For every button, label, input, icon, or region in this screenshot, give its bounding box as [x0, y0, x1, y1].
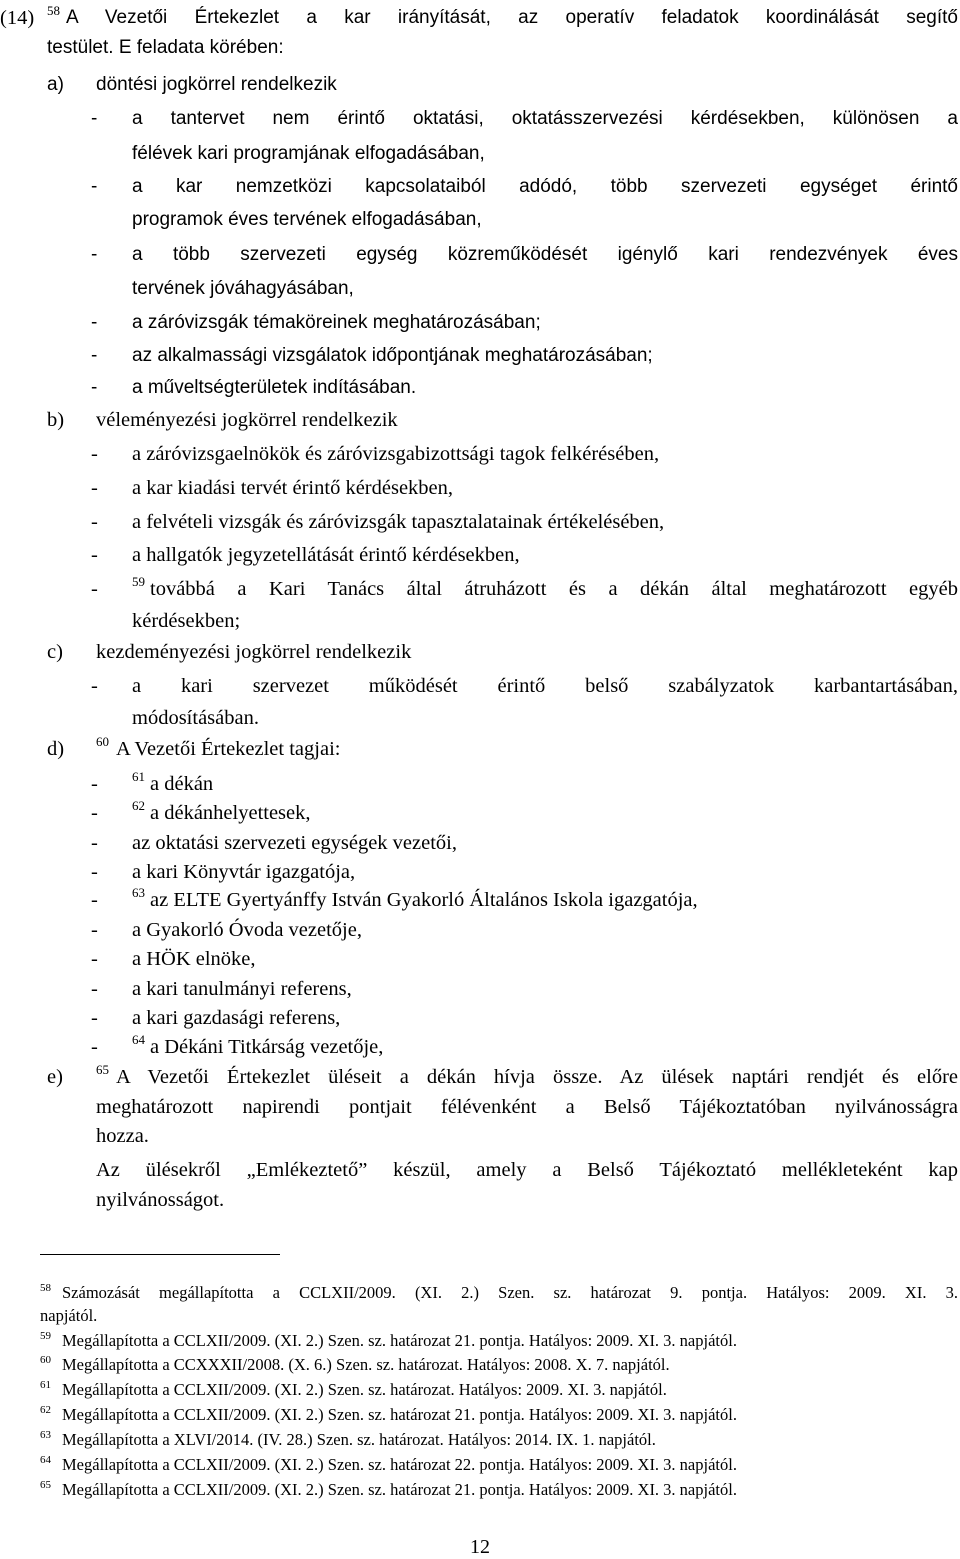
list-item: a műveltségterületek indításában. — [132, 377, 417, 398]
section-heading: kezdeményezési jogkörrel rendelkezik — [96, 641, 412, 663]
footnote-separator — [40, 1254, 280, 1255]
footnote-text: Megállapította a CCLXII/2009. (XI. 2.) Szen. sz. határozat 21. pontja. Hatályos: 2009. XI. 3. napjától. — [62, 1405, 737, 1424]
footnote-ref: 62 — [132, 798, 145, 813]
footnote-text-cont: napjától. — [40, 1306, 98, 1325]
list-item: a kar nemzetközi kapcsolataiból adódó, több szervezeti egységet érintő — [132, 176, 958, 197]
footnote-ref: 65 — [96, 1062, 109, 1077]
footnote-number: 61 — [40, 1379, 51, 1391]
member-item: a kari tanulmányi referens, — [132, 978, 352, 1000]
intro-line: A Vezetői Értekezlet a kar irányítását, az operatív feladatok koordinálását segítő — [66, 7, 958, 28]
dash: - — [91, 244, 98, 265]
footnote-ref: 60 — [96, 734, 109, 749]
list-item: a záróvizsgák témaköreinek meghatározásában; — [132, 312, 541, 333]
list-item: a kari szervezet működését érintő belső szabályzatok karbantartásában, — [132, 675, 958, 697]
footnote-ref: 61 — [132, 769, 145, 784]
dash: - — [91, 377, 98, 398]
footnote-number: 59 — [40, 1330, 51, 1342]
footnote-ref: 64 — [132, 1032, 145, 1047]
footnote-ref: 59 — [132, 574, 145, 589]
paragraph-line: nyilvánosságot. — [96, 1189, 225, 1211]
list-item-cont: tervének jóváhagyásában, — [132, 278, 354, 299]
intro-line: testület. E feladata körében: — [47, 37, 284, 58]
dash: - — [91, 978, 98, 1000]
section-heading: döntési jogkörrel rendelkezik — [96, 74, 337, 95]
member-item: a kari gazdasági referens, — [132, 1007, 341, 1029]
dash: - — [91, 948, 98, 970]
member-item: a HÖK elnöke, — [132, 948, 256, 970]
footnote-text: Megállapította a CCXXXII/2008. (X. 6.) Szen. sz. határozat. Hatályos: 2008. X. 7. napjától. — [62, 1355, 670, 1374]
dash: - — [91, 578, 98, 600]
dash: - — [91, 477, 98, 499]
dash: - — [91, 1036, 98, 1058]
list-item: a felvételi vizsgák és záróvizsgák tapasztalatainak értékelésében, — [132, 511, 665, 533]
list-marker: d) — [47, 738, 65, 760]
list-item: az alkalmassági vizsgálatok időpontjának meghatározásában; — [132, 345, 653, 366]
footnote-text: Megállapította a CCLXII/2009. (XI. 2.) Szen. sz. határozat 21. pontja. Hatályos: 2009. XI. 3. napjától. — [62, 1331, 737, 1350]
list-marker: c) — [47, 641, 63, 663]
paragraph-line: Az ülésekről „Emlékeztető” készül, amely a Belső Tájékoztató mellékleteként kap — [96, 1159, 958, 1181]
footnote-number: 65 — [40, 1479, 51, 1491]
member-item: a dékán — [150, 773, 214, 795]
footnote-text: Megállapította a XLVI/2014. (IV. 28.) Szen. sz. határozat. Hatályos: 2014. IX. 1. napjától. — [62, 1430, 656, 1449]
list-item: a kar kiadási tervét érintő kérdésekben, — [132, 477, 454, 499]
list-item-cont: kérdésekben; — [132, 610, 241, 632]
dash: - — [91, 312, 98, 333]
footnote-text: Megállapította a CCLXII/2009. (XI. 2.) Szen. sz. határozat 22. pontja. Hatályos: 2009. XI. 3. napjától. — [62, 1455, 737, 1474]
footnote-number: 62 — [40, 1404, 51, 1416]
dash: - — [91, 889, 98, 911]
dash: - — [91, 919, 98, 941]
paragraph-line: meghatározott napirendi pontjait félévenként a Belső Tájékoztatóban nyilvánosságra — [96, 1096, 958, 1118]
member-item: a kari Könyvtár igazgatója, — [132, 861, 356, 883]
section-heading: A Vezetői Értekezlet tagjai: — [116, 738, 341, 760]
footnote-text: Megállapította a CCLXII/2009. (XI. 2.) Szen. sz. határozat 21. pontja. Hatályos: 2009. XI. 3. napjától. — [62, 1480, 737, 1499]
footnote-ref: 58 — [47, 3, 60, 18]
dash: - — [91, 345, 98, 366]
list-marker: e) — [47, 1066, 63, 1088]
paragraph-line: hozza. — [96, 1125, 149, 1147]
dash: - — [91, 176, 98, 197]
member-item: az oktatási szervezeti egységek vezetői, — [132, 832, 457, 854]
footnote-number: 64 — [40, 1454, 51, 1466]
paragraph-line: A Vezetői Értekezlet üléseit a dékán hívja össze. Az ülések naptári rendjét és előre — [116, 1066, 958, 1088]
dash: - — [91, 108, 98, 129]
list-item-cont: félévek kari programjának elfogadásában, — [132, 143, 485, 164]
footnote-text: Számozását megállapította a CCLXII/2009. (XI. 2.) Szen. sz. határozat 9. pontja. Hatályos: 2009. XI. 3. — [62, 1283, 958, 1302]
dash: - — [91, 1007, 98, 1029]
member-item: a Gyakorló Óvoda vezetője, — [132, 919, 362, 941]
list-item: a hallgatók jegyzetellátását érintő kérdésekben, — [132, 544, 520, 566]
member-item: a Dékáni Titkárság vezetője, — [150, 1036, 384, 1058]
list-marker: b) — [47, 409, 65, 431]
member-item: a dékánhelyettesek, — [150, 802, 311, 824]
list-item: továbbá a Kari Tanács által átruházott és a dékán által meghatározott egyéb — [150, 578, 958, 600]
dash: - — [91, 675, 98, 697]
footnote-number: 63 — [40, 1429, 51, 1441]
member-item: az ELTE Gyertyánffy István Gyakorló Általános Iskola igazgatója, — [150, 889, 698, 911]
dash: - — [91, 443, 98, 465]
list-item-cont: programok éves tervének elfogadásában, — [132, 209, 482, 230]
dash: - — [91, 544, 98, 566]
paragraph-number: (14) — [0, 7, 35, 29]
section-heading: véleményezési jogkörrel rendelkezik — [96, 409, 398, 431]
page-number: 12 — [470, 1536, 490, 1558]
list-marker: a) — [47, 74, 64, 95]
list-item: a záróvizsgaelnökök és záróvizsgabizottsági tagok felkérésében, — [132, 443, 660, 465]
list-item: a több szervezeti egység közreműködését igénylő kari rendezvények éves — [132, 244, 958, 265]
dash: - — [91, 861, 98, 883]
dash: - — [91, 832, 98, 854]
footnote-number: 58 — [40, 1282, 51, 1294]
list-item-cont: módosításában. — [132, 707, 259, 729]
footnote-ref: 63 — [132, 885, 145, 900]
footnote-number: 60 — [40, 1354, 51, 1366]
dash: - — [91, 511, 98, 533]
footnote-text: Megállapította a CCLXII/2009. (XI. 2.) Szen. sz. határozat. Hatályos: 2009. XI. 3. napjától. — [62, 1380, 667, 1399]
list-item: a tantervet nem érintő oktatási, oktatásszervezési kérdésekben, különösen a — [132, 108, 958, 129]
dash: - — [91, 802, 98, 824]
dash: - — [91, 773, 98, 795]
